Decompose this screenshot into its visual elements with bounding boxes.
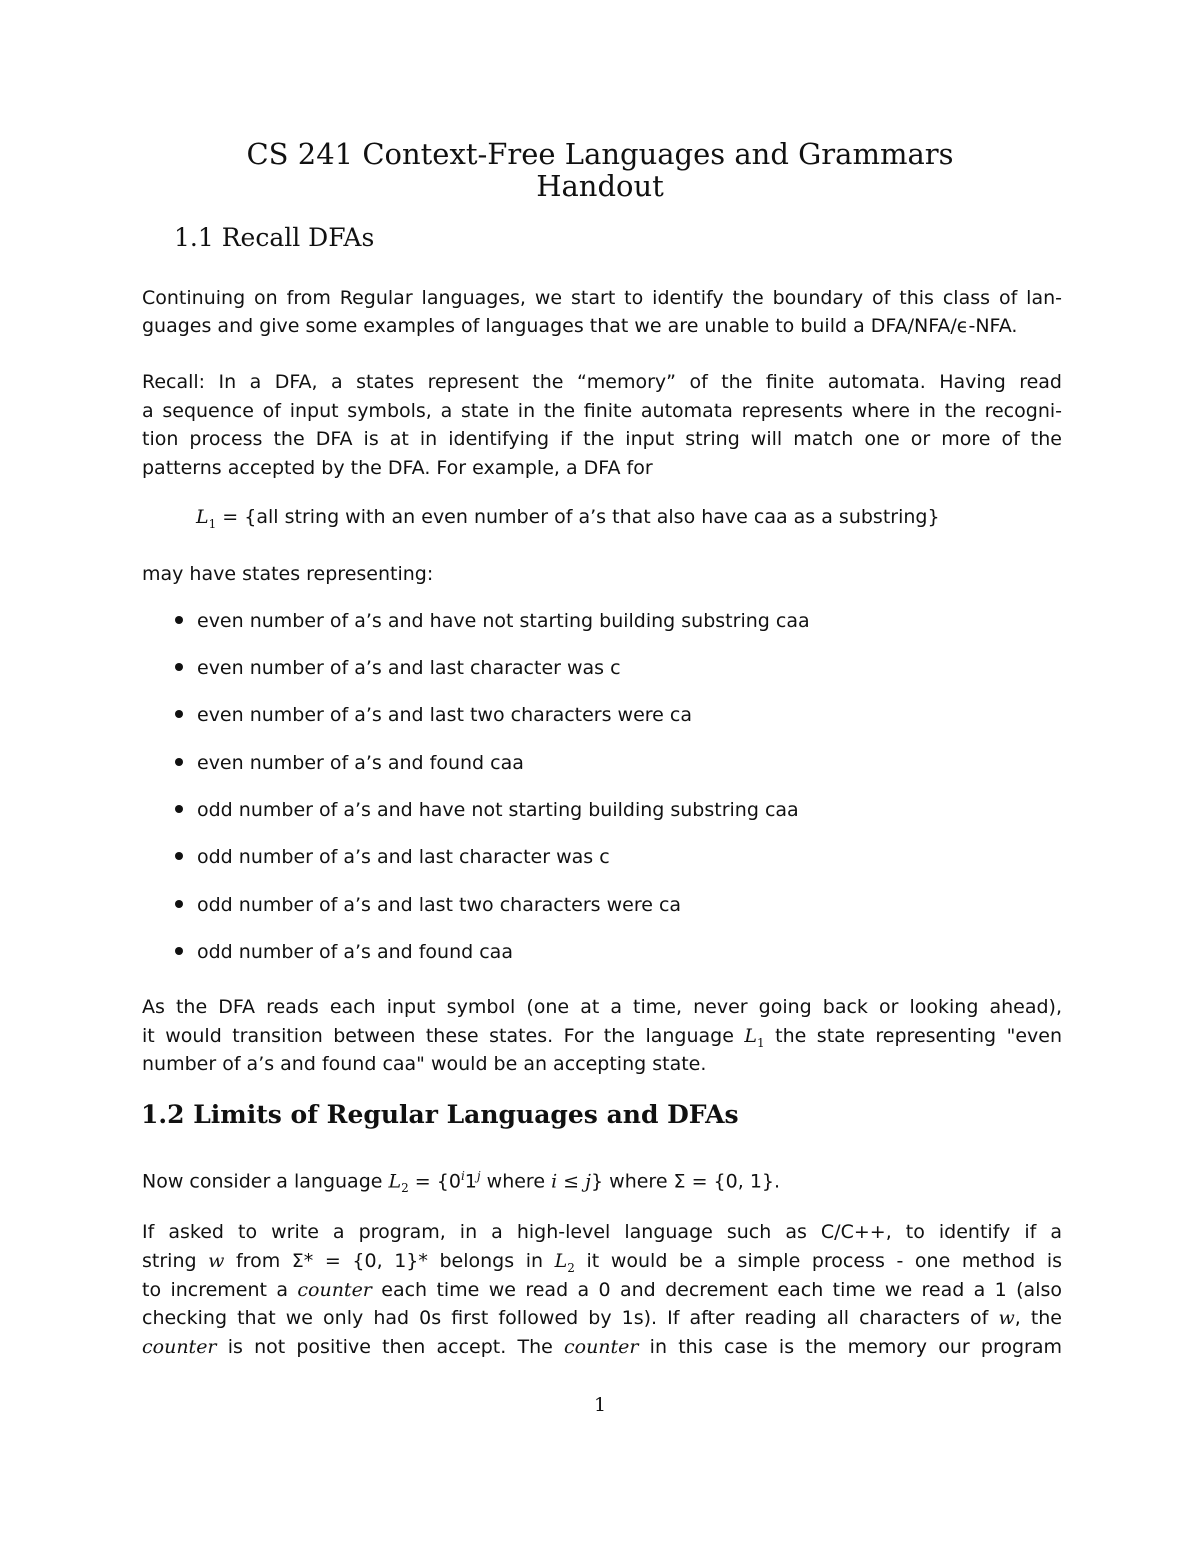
language-l1-definition	[196, 506, 940, 531]
document-title-line-2: Handout	[536, 169, 664, 203]
dfa-paragraph-line-1: As the DFA reads each input symbol (one at a time, never going back or looking ahead),	[142, 996, 1062, 1018]
recall-line-3: tion process the DFA is at in identifying if the input string will match one or more of the	[142, 428, 1062, 450]
states-intro: may have states representing:	[142, 563, 434, 585]
bullet-icon	[175, 758, 183, 766]
l1-symbol: L	[196, 506, 209, 528]
recall-line-4: patterns accepted by the DFA. For example, a DFA for	[142, 457, 653, 479]
bullet-icon	[175, 663, 183, 671]
intro-line-2: guages and give some examples of languages that we are unable to build a DFA/NFA/ϵ-NFA.	[142, 315, 1018, 337]
recall-line-2: a sequence of input symbols, a state in the finite automata represents where in the recogni-	[142, 400, 1062, 422]
consider-language-l2: Now consider a language $L_2 = \{0^i1^j$ where i ≤ j} where Σ = {0, 1}.	[142, 1169, 781, 1196]
list-item: odd number of a’s and have not starting building substring caa	[175, 799, 799, 821]
intro-line-1: Continuing on from Regular languages, we start to identify the boundary of this class of lan-	[142, 287, 1062, 309]
bullet-icon	[175, 616, 183, 624]
bullet-icon	[175, 852, 183, 860]
list-item: even number of a’s and last character was c	[175, 657, 621, 679]
program-line-3: to increment a counter each time we read a 0 and decrement each time we read a 1 (also	[142, 1279, 1062, 1301]
bullet-icon	[175, 805, 183, 813]
list-item: odd number of a’s and found caa	[175, 941, 513, 963]
page-number: 1	[593, 1394, 607, 1416]
bullet-icon	[175, 947, 183, 955]
recall-line-1: Recall: In a DFA, a states represent the “memory” of the finite automata. Having read	[142, 371, 1062, 393]
list-item: odd number of a’s and last two characters were ca	[175, 894, 681, 916]
dfa-paragraph-line-3: number of a’s and found caa" would be an accepting state.	[142, 1053, 707, 1075]
bullet-icon	[175, 900, 183, 908]
section-heading-limits: 1.2 Limits of Regular Languages and DFAs	[141, 1100, 739, 1129]
list-item: even number of a’s and have not starting building substring caa	[175, 610, 810, 632]
bullet-icon	[175, 710, 183, 718]
list-item: even number of a’s and last two characters were ca	[175, 704, 692, 726]
program-line-1: If asked to write a program, in a high-level language such as C/C++, to identify if a	[142, 1221, 1062, 1243]
dfa-paragraph-line-2: it would transition between these states. For the language $L_1$ the state representing "even	[142, 1025, 1062, 1050]
list-item: odd number of a’s and last character was c	[175, 846, 610, 868]
l1-set: = {all string with an even number of a’s that also have caa as a substring}	[216, 506, 940, 528]
program-line-2: string w from Σ* = {0, 1}* belongs in $L_2$ it would be a simple process - one method is	[142, 1250, 1062, 1275]
list-item: even number of a’s and found caa	[175, 752, 524, 774]
document-title-line-1: CS 241 Context-Free Languages and Grammars	[246, 137, 954, 171]
section-heading-recall-dfas: 1.1 Recall DFAs	[174, 223, 375, 252]
l1-subscript: 1	[208, 516, 217, 531]
program-line-5: counter is not positive then accept. The counter in this case is the memory our program	[142, 1336, 1062, 1358]
program-line-4: checking that we only had 0s first followed by 1s). If after reading all characters of w, the	[142, 1307, 1063, 1329]
